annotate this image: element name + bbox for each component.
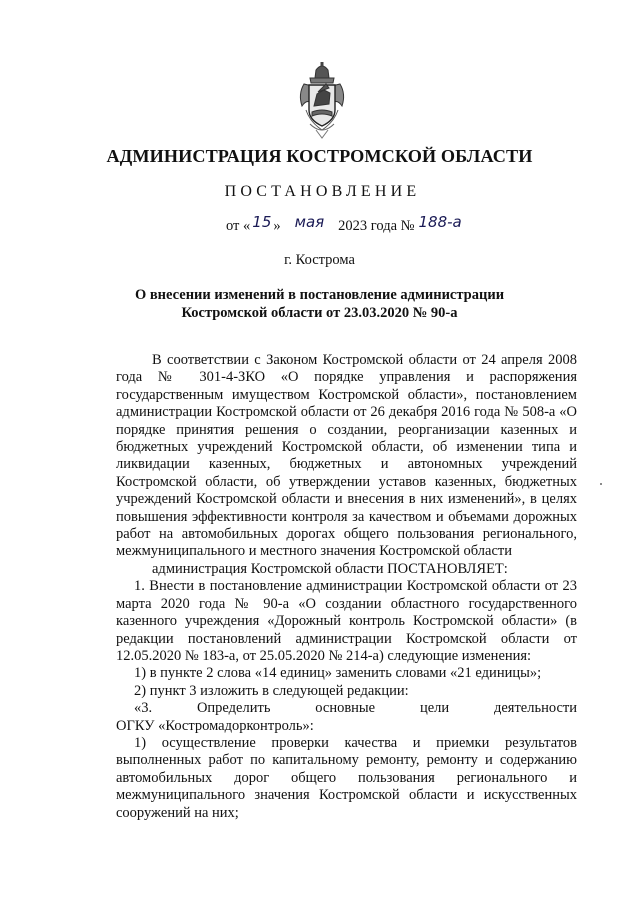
point-3-tail: ОГКУ «Костромадорконтроль»:	[116, 717, 314, 734]
date-quote-close: »	[273, 218, 281, 234]
point-3-line	[116, 700, 577, 717]
subject-line-1: О внесении изменений в постановление администрации	[134, 287, 505, 303]
point-3-word: «3.	[134, 700, 153, 717]
point-3-word: деятельности	[493, 700, 577, 717]
item-1-paragraph: 1. Внести в постановление администрации Костромской области от 23 марта 2020 года № 90-а «О создании областного государственного казенного учреждения «Дорожный контроль Костромской области» (в редакции постановлений администрации Костромской области от 12.05.2020 № 183-а, от 25.05.2020 № 214-а) следующие изменения:	[116, 578, 577, 664]
point-3-word: основные	[315, 700, 376, 717]
point-3-word: цели	[419, 700, 450, 717]
document-number-handwritten: 188-а	[418, 213, 462, 231]
date-day-handwritten: 15	[252, 213, 272, 231]
coat-of-arms-emblem	[296, 60, 348, 142]
document-body	[116, 352, 577, 822]
date-month-handwritten: мая	[294, 213, 325, 231]
city: г. Кострома	[284, 252, 355, 268]
sub-item-2: 2) пункт 3 изложить в следующей редакции:	[134, 682, 409, 699]
resolves-paragraph: администрация Костромской области ПОСТАНОВЛЯЕТ:	[152, 560, 508, 577]
subject-line-2: Костромской области от 23.03.2020 № 90-а	[181, 305, 458, 321]
date-year: 2023 года №	[338, 218, 415, 234]
sub-item-1: 1) в пункте 2 слова «14 единиц» заменить словами «21 единицы»;	[134, 665, 542, 682]
margin-dot	[600, 483, 602, 485]
date-prefix: от «	[226, 218, 251, 234]
goal-1-paragraph: 1) осуществление проверки качества и приемки результатов выполненных работ по капитальному ремонту, ремонту и содержанию автомобильных дорог общего пользования регионального и межмуниципального значения Костромской области и искусственных сооружений на них;	[116, 734, 577, 821]
date-number-line	[226, 213, 462, 235]
point-3-word: Определить	[196, 700, 271, 717]
organization-title: АДМИНИСТРАЦИЯ КОСТРОМСКОЙ ОБЛАСТИ	[106, 146, 533, 166]
document-type: ПОСТАНОВЛЕНИЕ	[224, 183, 421, 200]
preamble-paragraph: В соответствии с Законом Костромской области от 24 апреля 2008 года № 301-4-ЗКО «О порядке управления и распоряжения государственным имуществом Костромской области», постановлением администрации Костромской области от 26 декабря 2016 года № 508-а «О порядке принятия решения о создании, реорганизации казенных и бюджетных учреждений Костромской области, об изменении типа и ликвидации казенных, бюджетных и автономных учреждений Костромской области, об утверждении уставов казенных, бюджетных учреждений Костромской области и внесения в них изменений», в целях повышения эффективности контроля за качеством и объемами дорожных работ на автомобильных дорогах общего пользования регионального, межмуниципального и местного значения Костромской области	[116, 352, 577, 560]
document-subject	[0, 286, 639, 322]
